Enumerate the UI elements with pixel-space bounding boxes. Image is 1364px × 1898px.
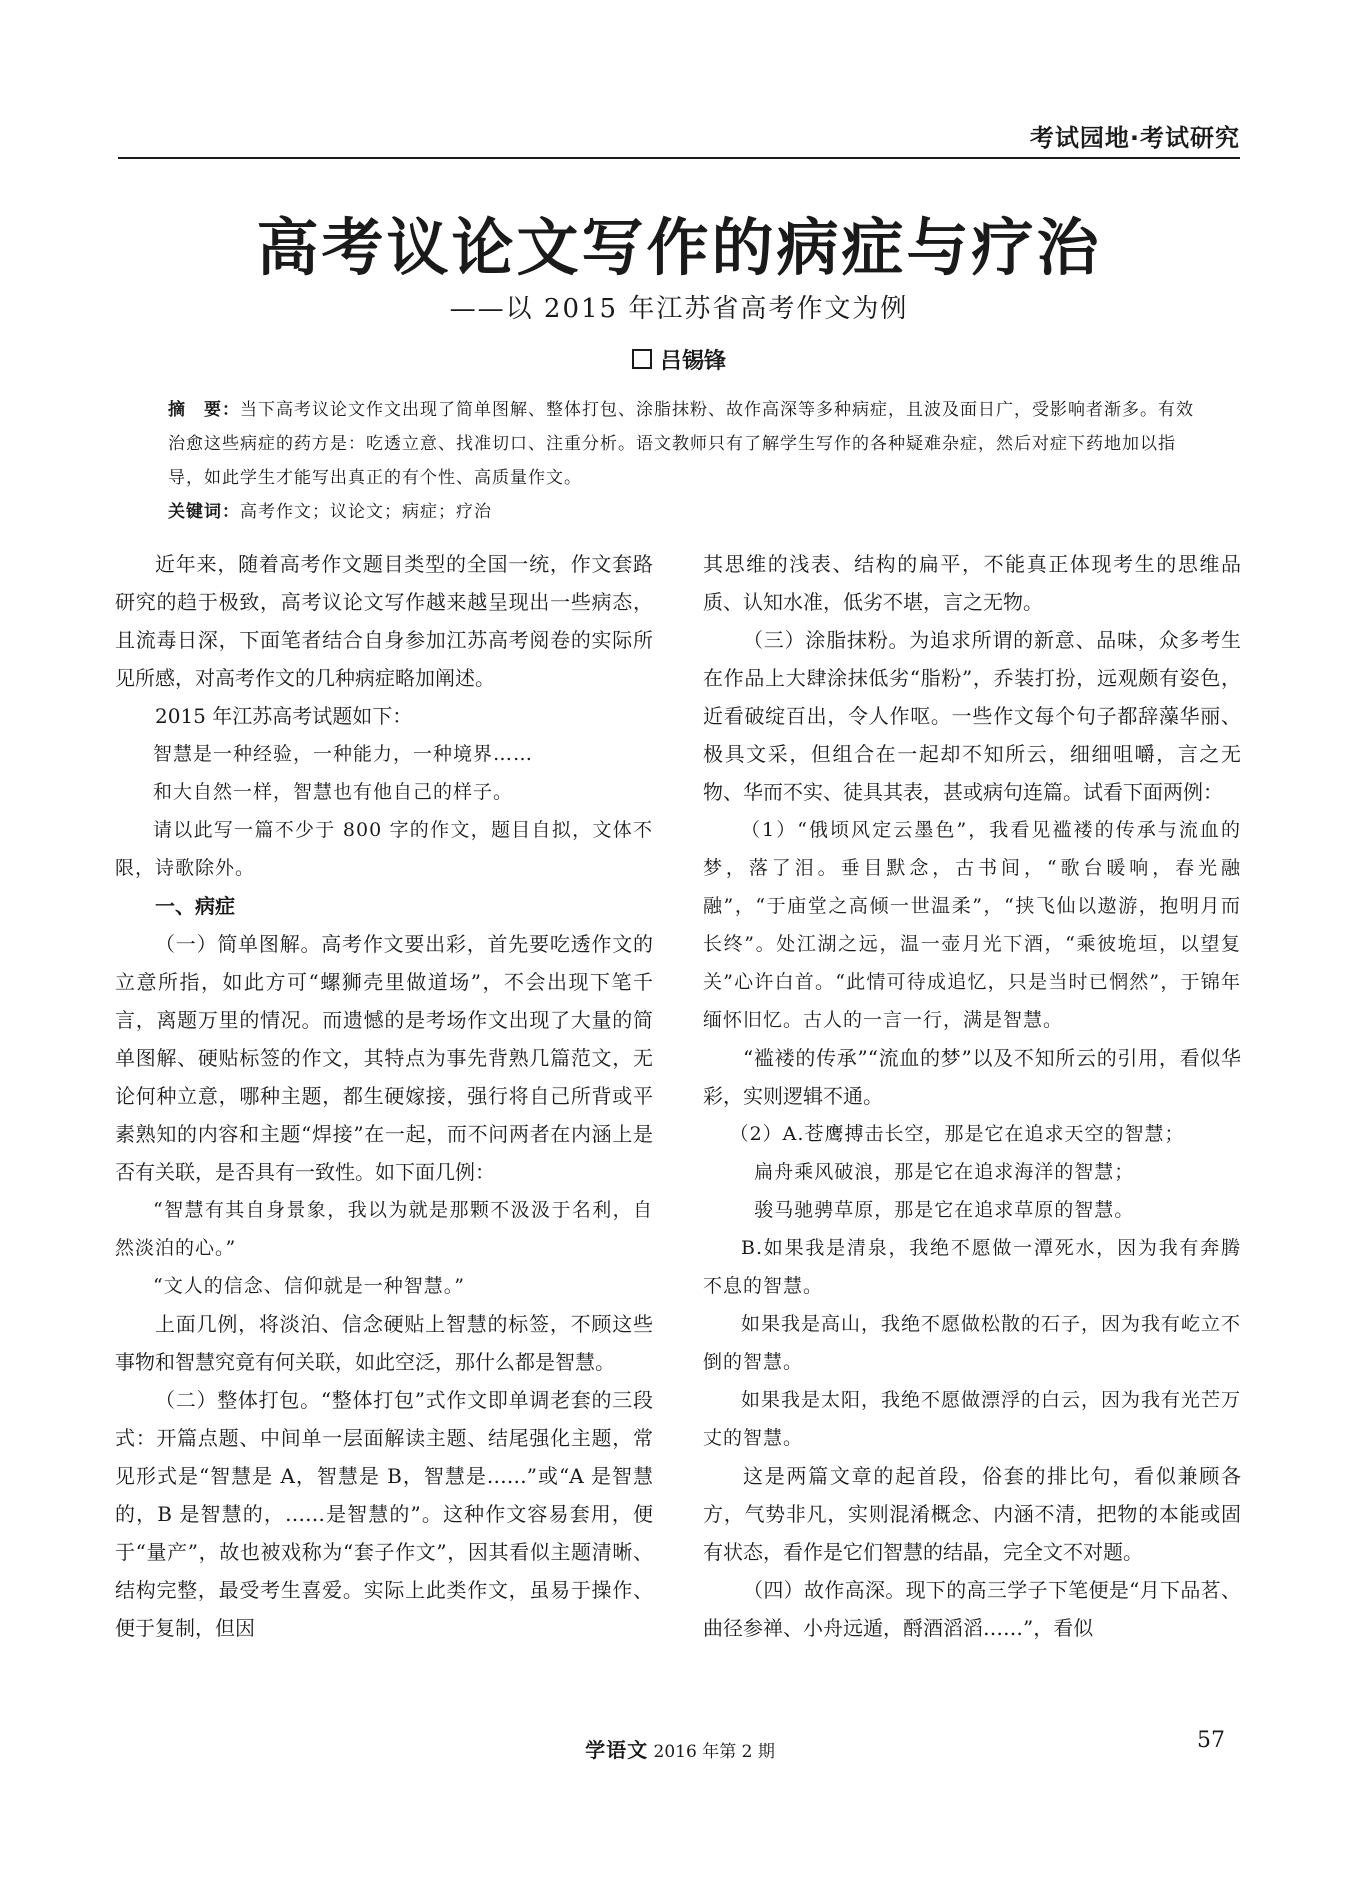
example-quote: B.如果我是清泉，我绝不愿做一潭死水，因为我有奔腾不息的智慧。 bbox=[703, 1237, 1241, 1297]
author-box-icon bbox=[632, 349, 652, 369]
keywords bbox=[168, 495, 1203, 529]
keywords-label: 关键词： bbox=[168, 502, 240, 522]
example-quote: “智慧有其自身景象，我以为就是那颗不汲汲于名利，自然淡泊的心。” bbox=[115, 1199, 653, 1259]
abstract-label: 摘 要： bbox=[168, 400, 240, 420]
paragraph: 其思维的浅表、结构的扁平，不能真正体现考生的思维品质、认知水准，低劣不堪，言之无物。 bbox=[703, 552, 1241, 614]
page-number: 57 bbox=[1197, 1728, 1225, 1753]
section-heading: 一、病症 bbox=[155, 894, 235, 918]
paragraph: （一）简单图解。高考作文要出彩，首先要吃透作文的立意所指，如此方可“螺狮壳里做道场”，不会出现下笔千言，离题万里的情况。而遗憾的是考场作文出现了大量的简单图解、硬贴标签的作文，其特点为事先背熟几篇范文，无论何种立意，哪种主题，都生硬嫁接，强行将自己所背或平素熟知的内容和主题“焊接”在一起，而不问两者在内涵上是否有关联，是否具有一致性。如下面几例： bbox=[115, 932, 653, 1184]
paragraph: （四）故作高深。现下的高三学子下笔便是“月下品茗、曲径参禅、小舟远遁，酹酒滔滔……”，看似 bbox=[703, 1578, 1241, 1640]
exam-prompt-line: 和大自然一样，智慧也有他自己的样子。 bbox=[153, 781, 514, 803]
exam-prompt-line: 请以此写一篇不少于 800 字的作文，题目自拟，文体不限，诗歌除外。 bbox=[115, 819, 653, 879]
journal-name: 学语文 bbox=[585, 1738, 649, 1762]
author-name: 吕锡锋 bbox=[659, 349, 726, 374]
right-column bbox=[703, 545, 1241, 1647]
paragraph: 2015 年江苏高考试题如下： bbox=[155, 704, 413, 728]
footer bbox=[400, 1734, 960, 1763]
example-quote: 骏马驰骋草原，那是它在追求草原的智慧。 bbox=[754, 1199, 1135, 1221]
paragraph: 上面几例，将淡泊、信念硬贴上智慧的标签，不顾这些事物和智慧究竟有何关联，如此空泛，那什么都是智慧。 bbox=[115, 1312, 653, 1374]
left-column bbox=[115, 545, 653, 1647]
paragraph: “褴褛的传承”“流血的梦”以及不知所云的引用，看似华彩，实则逻辑不通。 bbox=[703, 1046, 1241, 1108]
abstract bbox=[168, 393, 1203, 495]
example-quote: （1）“俄顷风定云墨色”，我看见褴褛的传承与流血的梦，落了泪。垂目默念，古书间，“歌台暖响，春光融融”，“于庙堂之高倾一世温柔”，“挟飞仙以遨游，抱明月而长终”。处江湖之远，温一壶月光下酒，“乘彼垝垣，以望复关”心许白首。“此情可待成追忆，只是当时已惘然”，于锦年缅怀旧忆。古人的一言一行，满是智慧。 bbox=[703, 819, 1241, 1031]
paragraph: 这是两篇文章的起首段，俗套的排比句，看似兼顾各方，气势非凡，实则混淆概念、内涵不清，把物的本能或固有状态，看作是它们智慧的结晶，完全文不对题。 bbox=[703, 1464, 1241, 1564]
paragraph: 近年来，随着高考作文题目类型的全国一统，作文套路研究的趋于极致，高考议论文写作越来越呈现出一些病态，且流毒日深，下面笔者结合自身参加江苏高考阅卷的实际所见所感，对高考作文的几种病症略加阐述。 bbox=[115, 552, 653, 690]
author-line bbox=[118, 344, 1240, 375]
example-quote: 如果我是太阳，我绝不愿做漂浮的白云，因为我有光芒万丈的智慧。 bbox=[703, 1389, 1242, 1449]
section-header: 考试园地·考试研究 bbox=[1029, 124, 1240, 152]
example-quote: 扁舟乘风破浪，那是它在追求海洋的智慧； bbox=[754, 1161, 1135, 1183]
keywords-text: 高考作文；议论文；病症；疗治 bbox=[240, 502, 492, 522]
article-subtitle: ——以 2015 年江苏省高考作文为例 bbox=[449, 294, 909, 324]
paragraph: （三）涂脂抹粉。为追求所谓的新意、品味，众多考生在作品上大肆涂抹低劣“脂粉”，乔装打扮，远观颇有姿色，近看破绽百出，令人作呕。一些作文每个句子都辞藻华丽、极具文采，但组合在一起却不知所云，细细咀嚼，言之无物、华而不实、徒具其表，甚或病句连篇。试看下面两例： bbox=[703, 628, 1241, 804]
example-quote: 如果我是高山，我绝不愿做松散的石子，因为我有屹立不倒的智慧。 bbox=[703, 1313, 1242, 1373]
example-quote: “文人的信念、信仰就是一种智慧。” bbox=[153, 1275, 465, 1297]
header-rule bbox=[118, 157, 1240, 159]
example-quote: （2）A.苍鹰搏击长空，那是它在追求天空的智慧； bbox=[729, 1123, 1185, 1145]
journal-issue: 2016 年第 2 期 bbox=[653, 1742, 775, 1762]
paragraph: （二）整体打包。“整体打包”式作文即单调老套的三段式：开篇点题、中间单一层面解读主题、结尾强化主题，常见形式是“智慧是 A，智慧是 B，智慧是……”或“A 是智慧的，B 是智慧的，……是智慧的”。这种作文容易套用，便于“量产”，故也被戏称为“套子作文”，因其看似主题清晰、结构完整，最受考生喜爱。实际上此类作文，虽易于操作、便于复制，但因 bbox=[115, 1388, 653, 1640]
article-title: 高考议论文写作的病症与疗治 bbox=[256, 211, 1102, 284]
exam-prompt-line: 智慧是一种经验，一种能力，一种境界…… bbox=[153, 743, 534, 765]
abstract-text: 当下高考议论文作文出现了简单图解、整体打包、涂脂抹粉、故作高深等多种病症，且波及面日广，受影响者渐多。有效治愈这些病症的药方是：吃透立意、找准切口、注重分析。语文教师只有了解学生写作的各种疑难杂症，然后对症下药地加以指导，如此学生才能写出真正的有个性、高质量作文。 bbox=[168, 400, 1194, 488]
